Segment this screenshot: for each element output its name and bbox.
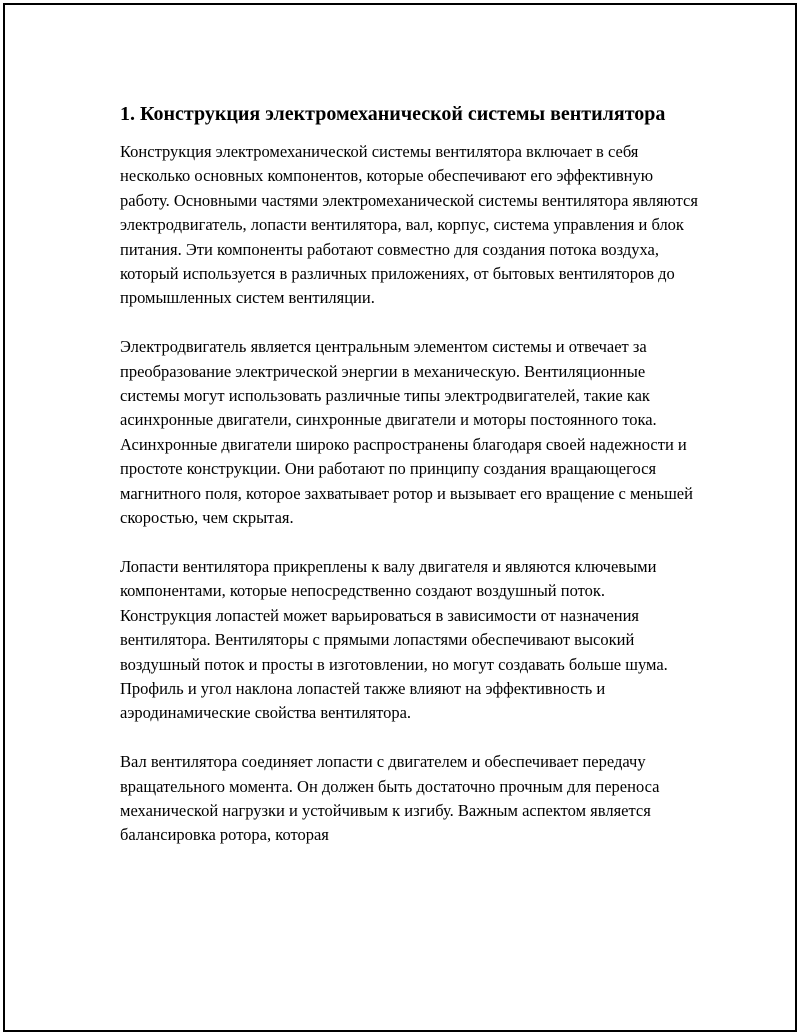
paragraph-motor-overview: Конструкция электромеханической системы вентилятора включает в себя несколько основных компонентов, которые обеспечивают его эффективную работу. Основными частями электромеханической системы вентилятора являются электродвигатель, лопасти вентилятора, вал, корпус, система управления и блок питания. Эти компоненты работают совместно для создания потока воздуха, который используется в различных приложениях, от бытовых вентиляторов до промышленных систем вентиляции.	[120, 142, 698, 308]
section-title: 1. Конструкция электромеханической системы вентилятора	[120, 103, 666, 125]
page-frame	[3, 3, 797, 1032]
paragraph-electric-motor: Электродвигатель является центральным элементом системы и отвечает за преобразование электрической энергии в механическую. Вентиляционные системы могут использовать различные типы электродвигателей, такие как асинхронные двигатели, синхронные двигатели и моторы постоянного тока. Асинхронные двигатели широко распространены благодаря своей надежности и простоте конструкции. Они работают по принципу создания вращающегося магнитного поля, которое захватывает ротор и вызывает его вращение с меньшей скоростью, чем скрытая.	[120, 337, 693, 528]
paragraph-fan-blades: Лопасти вентилятора прикреплены к валу двигателя и являются ключевыми компонентами, которые непосредственно создают воздушный поток. Конструкция лопастей может варьироваться в зависимости от назначения вентилятора. Вентиляторы с прямыми лопастями обеспечивают высокий воздушный поток и просты в изготовлении, но могут создавать больше шума. Профиль и угол наклона лопастей также влияют на эффективность и аэродинамические свойства вентилятора.	[120, 556, 668, 723]
document-body	[120, 100, 700, 872]
paragraph-fan-shaft: Вал вентилятора соединяет лопасти с двигателем и обеспечивает передачу вращательного момента. Он должен быть достаточно прочным для переноса механической нагрузки и устойчивым к изгибу. Важным аспектом является балансировка ротора, которая	[120, 752, 660, 845]
